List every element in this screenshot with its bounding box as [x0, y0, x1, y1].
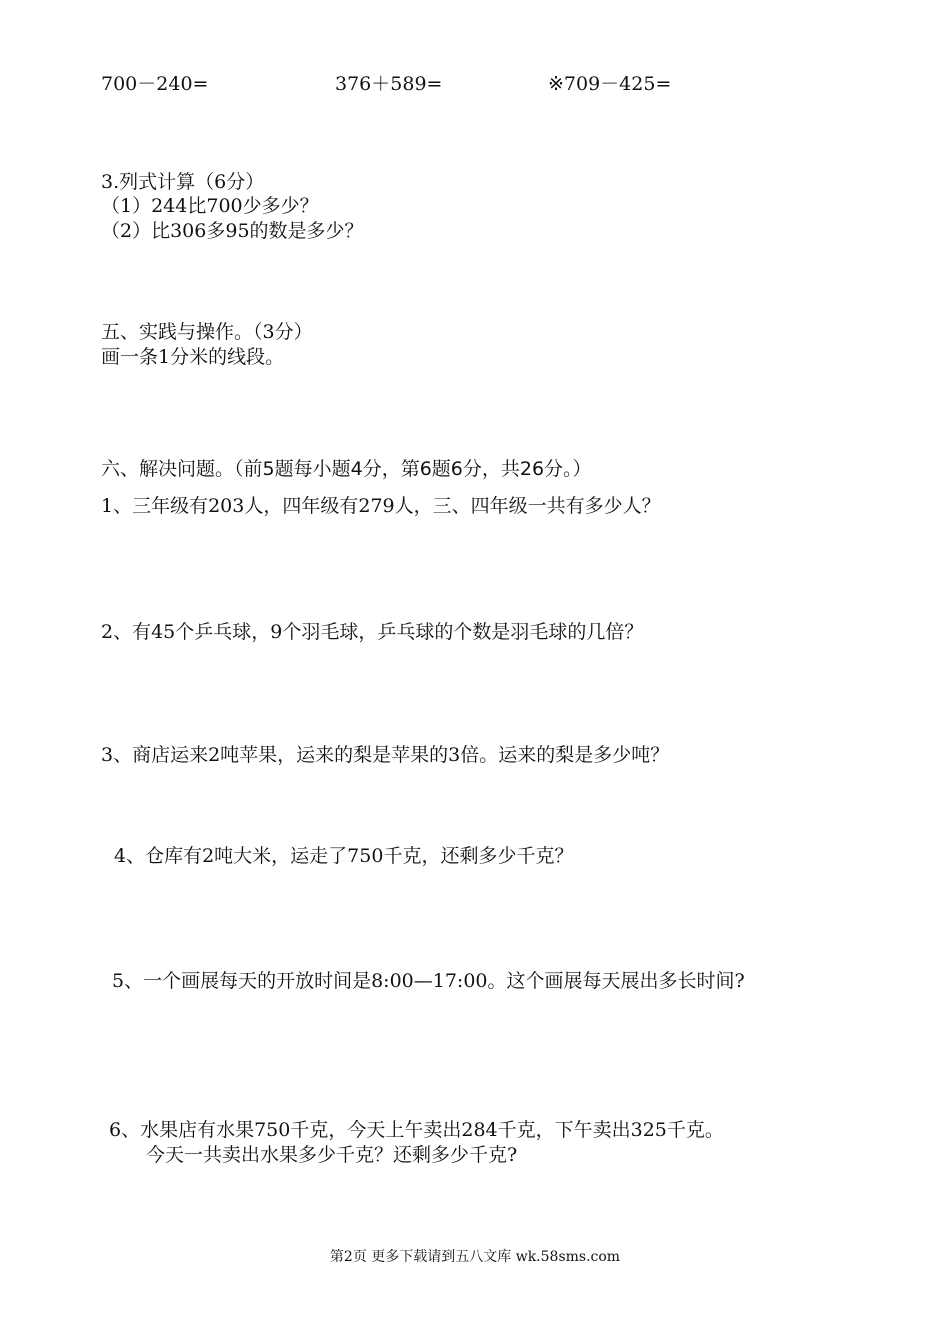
problem-6-line-1: 6、水果店有水果750千克，今天上午卖出284千克，下午卖出325千克。 [109, 1119, 724, 1141]
page-footer: 第2页 更多下载请到五八文库 wk.58sms.com [329, 1249, 621, 1265]
section3-question-1: （1）244比700少多少？ [101, 195, 319, 217]
problem-4: 4、仓库有2吨大米，运走了750千克，还剩多少千克？ [114, 845, 574, 867]
section3-heading: 3.列式计算（6分） [101, 171, 265, 193]
section3-question-2: （2）比306多95的数是多少？ [101, 220, 364, 242]
problem-2: 2、有45个乒乓球，9个羽毛球，乒乓球的个数是羽毛球的几倍？ [101, 621, 644, 643]
problem-1: 1、三年级有203人，四年级有279人，三、四年级一共有多少人？ [101, 495, 661, 517]
calc-item-2: 376＋589= [335, 73, 443, 95]
problem-6-line-2: 今天一共卖出水果多少千克？还剩多少千克? [146, 1144, 518, 1166]
section6-heading-suffix: （前5题每小题4分，第6题6分，共26分。） [234, 458, 592, 480]
section5-heading: 五、实践与操作。（3分） [101, 321, 313, 343]
section6-heading [101, 457, 592, 481]
section6-heading-prefix: 六、解决问题。 [101, 458, 235, 480]
calc-item-3: ※709－425= [548, 73, 672, 95]
section5-instruction: 画一条1分米的线段。 [101, 346, 285, 368]
problem-3: 3、商店运来2吨苹果，运来的梨是苹果的3倍。运来的梨是多少吨？ [101, 744, 670, 766]
calc-item-1: 700－240= [101, 73, 209, 95]
problem-5: 5、一个画展每天的开放时间是8:00—17:00。这个画展每天展出多长时间? [112, 970, 745, 992]
